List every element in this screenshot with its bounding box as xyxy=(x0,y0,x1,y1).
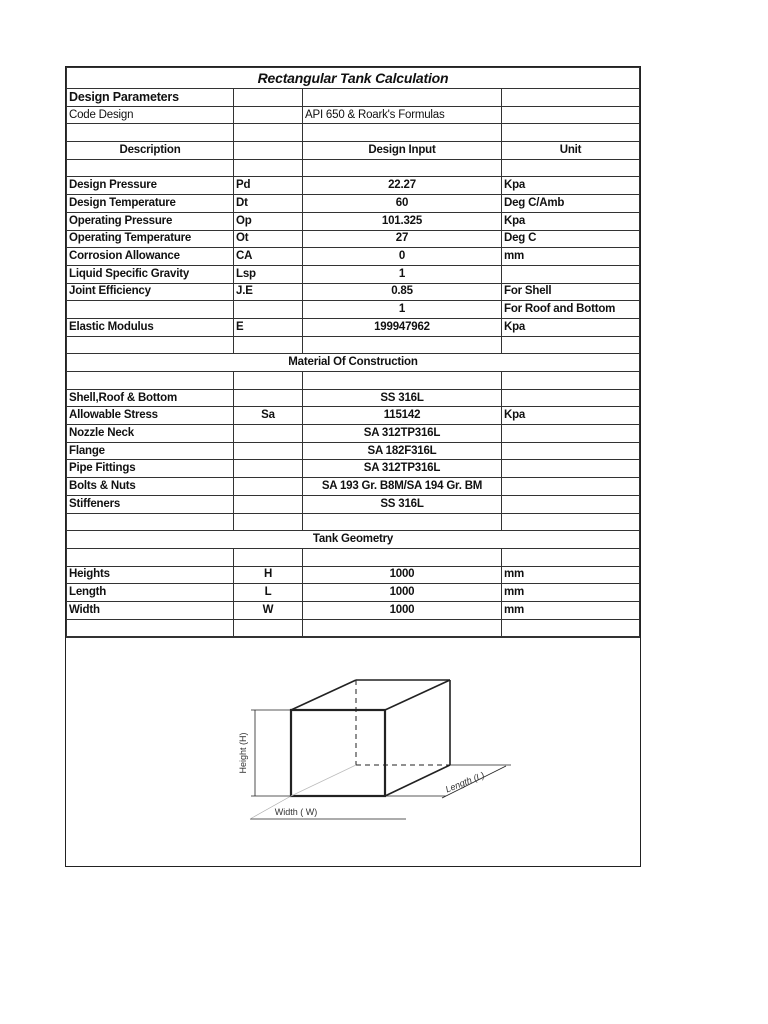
table-row: Pipe Fittings SA 312TP316L xyxy=(67,460,640,478)
width-label: Width ( W) xyxy=(274,807,318,818)
rectangular-tank-drawing xyxy=(66,638,640,866)
code-design-label: Code Design xyxy=(67,106,234,124)
table-row: Operating Temperature Ot 27 Deg C xyxy=(67,230,640,248)
table-row: Liquid Specific Gravity Lsp 1 xyxy=(67,265,640,283)
length-label: Length (L) xyxy=(443,770,486,795)
table-row: Bolts & Nuts SA 193 Gr. B8M/SA 194 Gr. BM xyxy=(67,478,640,496)
col-header-design-input: Design Input xyxy=(303,142,502,160)
section-material: Material Of Construction xyxy=(67,354,640,372)
table-row: 1 For Roof and Bottom xyxy=(67,301,640,319)
table-row: Width W 1000 mm xyxy=(67,601,640,619)
table-row: Stiffeners SS 316L xyxy=(67,495,640,513)
col-header-unit: Unit xyxy=(502,142,640,160)
table-row: Design Pressure Pd 22.27 Kpa xyxy=(67,177,640,195)
table-row: Joint Efficiency J.E 0.85 For Shell xyxy=(67,283,640,301)
table-row: Length L 1000 mm xyxy=(67,584,640,602)
code-design-value: API 650 & Roark's Formulas xyxy=(303,106,502,124)
table-row: Nozzle Neck SA 312TP316L xyxy=(67,425,640,443)
height-label: Height (H) xyxy=(238,732,248,774)
tank-diagram xyxy=(66,637,640,866)
table-row: Corrosion Allowance CA 0 mm xyxy=(67,248,640,266)
table-row: Flange SA 182F316L xyxy=(67,442,640,460)
calc-table xyxy=(66,67,640,637)
table-row: Heights H 1000 mm xyxy=(67,566,640,584)
table-row: Design Temperature Dt 60 Deg C/Amb xyxy=(67,195,640,213)
col-header-description: Description xyxy=(67,142,234,160)
calculation-sheet xyxy=(65,66,641,867)
sheet-title: Rectangular Tank Calculation xyxy=(67,68,640,89)
table-row: Allowable Stress Sa 115142 Kpa xyxy=(67,407,640,425)
table-row: Elastic Modulus E 199947962 Kpa xyxy=(67,318,640,336)
table-row: Operating Pressure Op 101.325 Kpa xyxy=(67,212,640,230)
section-design-parameters: Design Parameters xyxy=(67,89,234,107)
section-tank-geometry: Tank Geometry xyxy=(67,531,640,549)
table-row: Shell,Roof & Bottom SS 316L xyxy=(67,389,640,407)
